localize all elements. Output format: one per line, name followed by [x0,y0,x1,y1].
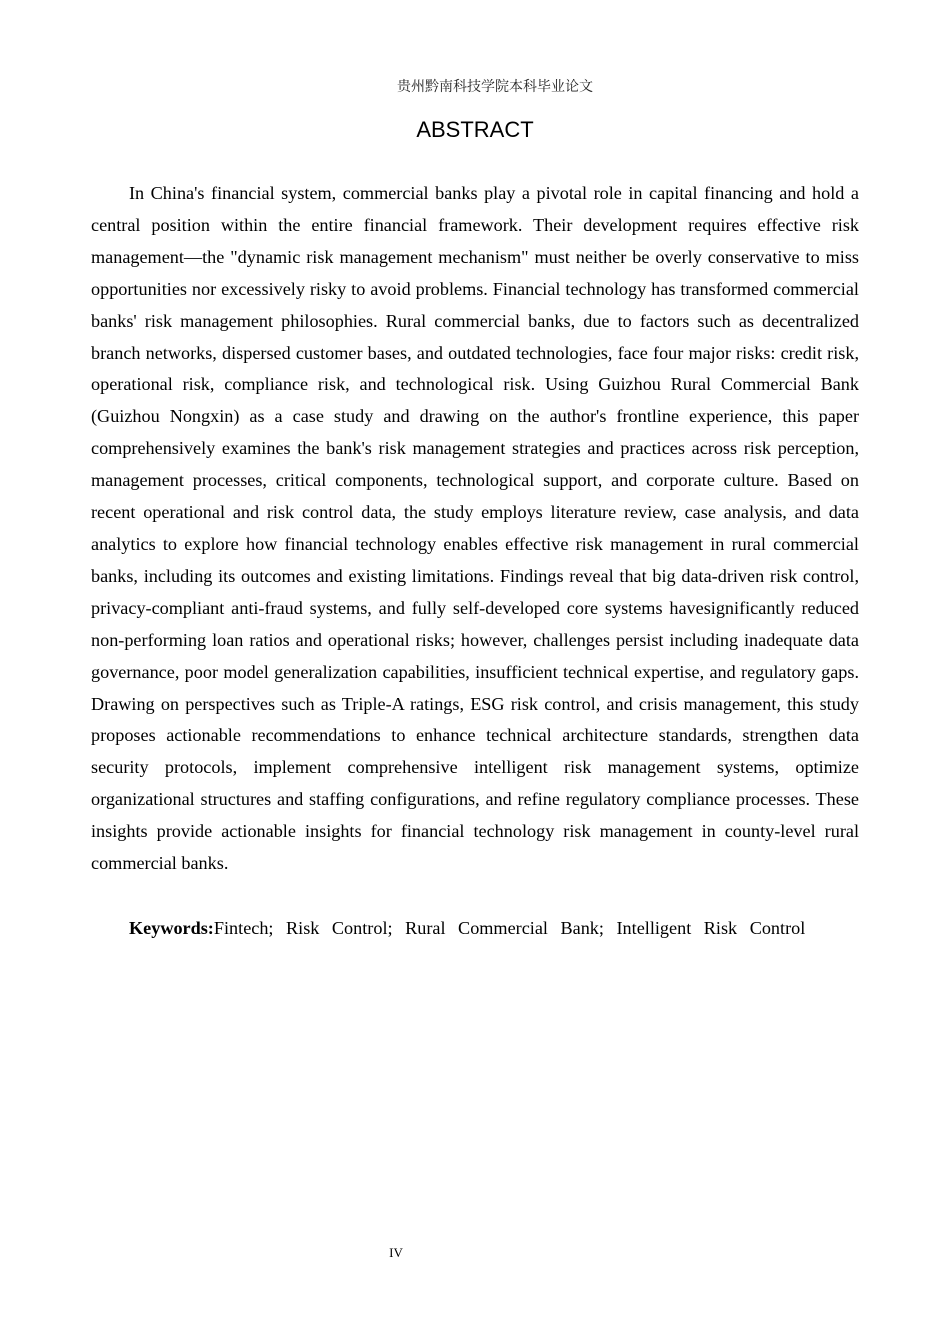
keywords-line [129,912,819,944]
keywords-text: Fintech; Risk Control; Rural Commercial Bank; Intelligent Risk Control [213,918,806,938]
keywords-label: Keywords: [129,918,214,938]
page-number: IV [389,1245,403,1260]
abstract-body: In China's financial system, commercial banks play a pivotal role in capital financing and hold a central position within the entire financial framework. Their development requires effective risk management—the "dynamic risk management mechanism" must neither be overly conservative to miss opportunities nor excessively risky to avoid problems. Financial technology has transformed commercial banks' risk management philosophies. Rural commercial banks, due to factors such as decentralized branch networks, dispersed customer bases, and outdated technologies, face four major risks: credit risk, operational risk, compliance risk, and technological risk. Using Guizhou Rural Commercial Bank (Guizhou Nongxin) as a case study and drawing on the author's frontline experience, this paper comprehensively examines the bank's risk management strategies and practices across risk perception, management processes, critical components, technological support, and corporate culture. Based on recent operational and risk control data, the study employs literature review, case analysis, and data analytics to explore how financial technology enables effective risk management in rural commercial banks, including its outcomes and existing limitations. Findings reveal that big data-driven risk control, privacy-compliant anti-fraud systems, and fully self-developed core systems havesignificantly reduced non-performing loan ratios and operational risks; however, challenges persist including inadequate data governance, poor model generalization capabilities, insufficient technical expertise, and regulatory gaps. Drawing on perspectives such as Triple-A ratings, ESG risk control, and crisis management, this study proposes actionable recommendations to enhance technical architecture standards, strengthen data security protocols, implement comprehensive intelligent risk management systems, optimize organizational structures and staffing configurations, and refine regulatory compliance processes. These insights provide actionable insights for financial technology risk management in county-level rural commercial banks. [91,183,859,874]
page-header: 贵州黔南科技学院本科毕业论文 [397,79,593,95]
abstract-title: ABSTRACT [416,117,534,142]
